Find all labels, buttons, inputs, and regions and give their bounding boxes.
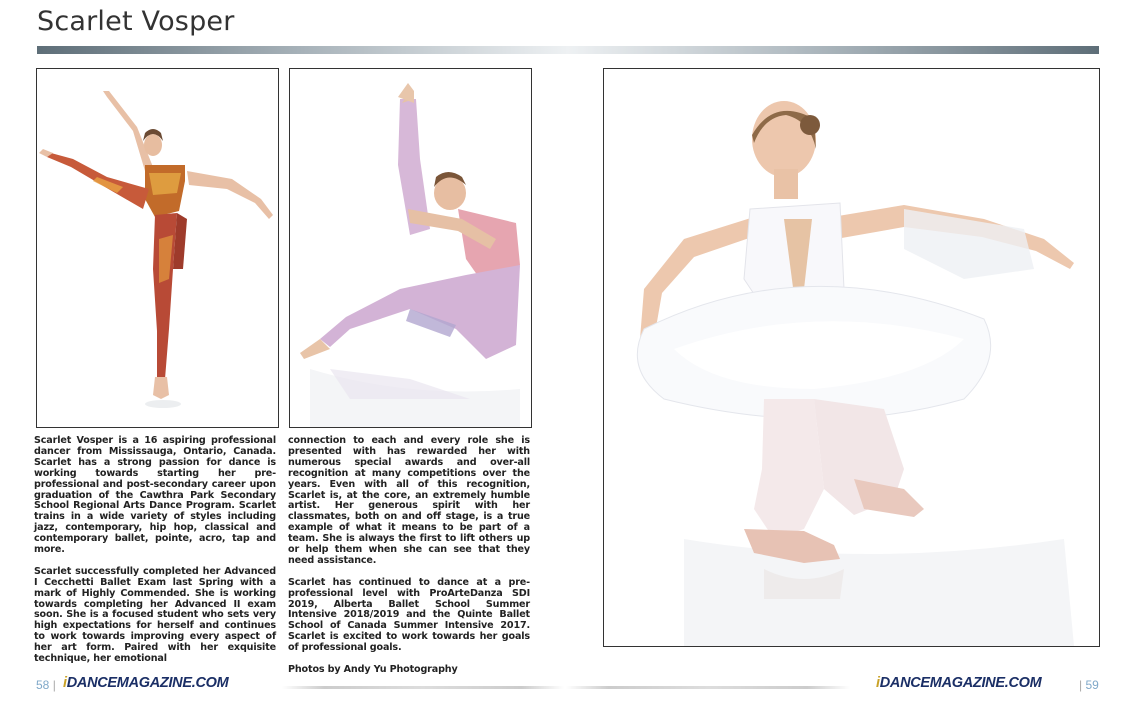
page-number-right — [1079, 678, 1099, 692]
dancer-red-costume-photo — [36, 68, 279, 428]
photo-credit: Photos by Andy Yu Photography — [288, 664, 458, 675]
brand-text: DANCEMAGAZINE.COM — [879, 675, 1042, 691]
footer-rule-right — [566, 686, 850, 689]
brand-i: i — [876, 675, 880, 691]
article-paragraph: connection to each and every role she is presented with has rewarded her with numerous special awards and over-all recognition at many competitions over the years. Even with all of this recognition, Scarlet is, at the core, an extremely humble artist. Her generous spirit with her classmates, both on and off stage, is a true example of what it means to be part of a team. She is always the first to lift others up or help them when she can see that they need assistance. — [288, 435, 530, 566]
page-number-value: 58 — [36, 678, 50, 692]
title-rule — [37, 46, 1099, 54]
brand-i: i — [63, 675, 67, 691]
brand-text: DANCEMAGAZINE.COM — [66, 675, 229, 691]
ballerina-illustration — [604, 69, 1099, 646]
dancer-seated-pink-photo — [289, 68, 532, 428]
page-number-left — [36, 678, 56, 692]
brand-logo-right — [876, 675, 1041, 691]
page-separator: | — [52, 678, 56, 692]
article-paragraph: Scarlet Vosper is a 16 aspiring professional dancer from Mississauga, Ontario, Canada. Scarlet has a strong passion for dance is working towards starting her pre-professional and post-secondary career upon graduation of the Cawthra Park Secondary School Regional Arts Dance Program. Scarlet trains in a wide variety of styles including jazz, contemporary, hip hop, classical and contemporary ballet, pointe, acro, tap and more. — [34, 435, 276, 556]
page-number-value: 59 — [1085, 678, 1099, 692]
article-paragraph: Scarlet successfully completed her Advanced I Cecchetti Ballet Exam last Spring with a mark of Highly Commended. She is working towards completing her Advanced II exam soon. She is a focused student who sets very high expectations for herself and continues to work towards improving every aspect of her art form. Paired with her exquisite technique, her emotional — [34, 565, 276, 665]
dancer-seated-illustration — [290, 69, 531, 427]
page-separator: | — [1079, 678, 1083, 692]
page-title: Scarlet Vosper — [37, 6, 235, 37]
article-paragraph: Scarlet has continued to dance at a pre-professional level with ProArteDanza SDI 2019, Alberta Ballet School Summer Intensive 2018/2019 and the Quinte Ballet School of Canada Summer Intensive 2017. Scarlet is excited to work towards her goals of professional goals. — [288, 576, 530, 654]
footer-rule-left — [282, 686, 564, 689]
dancer-red-costume-illustration — [37, 69, 278, 427]
brand-logo-left — [63, 675, 228, 691]
article-column-right — [288, 436, 530, 687]
ballerina-tutu-photo — [603, 68, 1100, 647]
article-column-left — [34, 436, 276, 676]
